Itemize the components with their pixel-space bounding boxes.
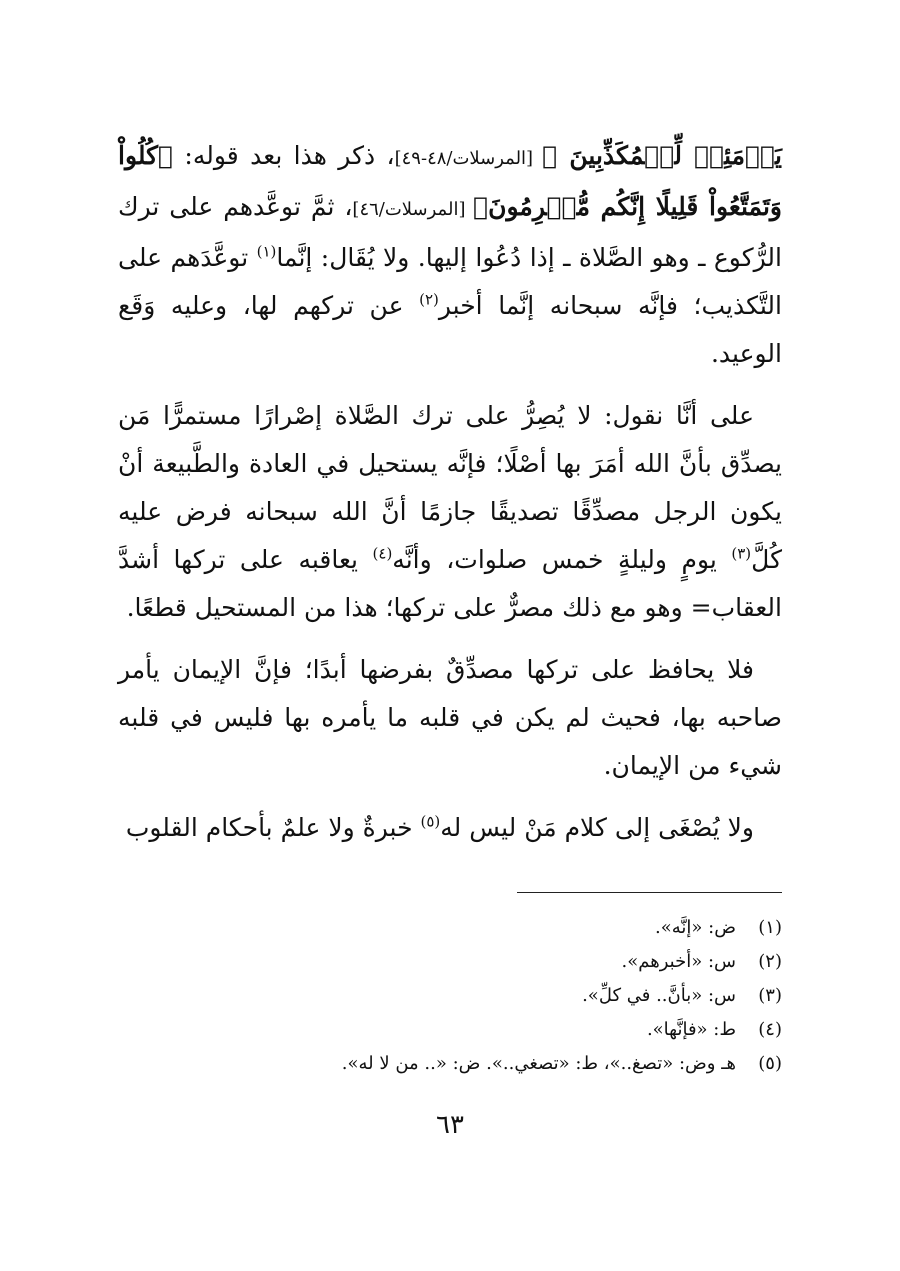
footnote-marker: (١) — [256, 242, 277, 261]
text-segment: ، ثمَّ توعَّدهم على ترك الرُّكوع ـ وهو الصَّلاة ـ إذا دُعُوا إليها. ولا يُقَال: إنَّما — [118, 192, 782, 272]
footnote-item — [118, 1047, 782, 1081]
footnote-text: ض: «إنَّه». — [655, 917, 736, 938]
footnote-text: ط: «فإنَّها». — [646, 1019, 736, 1040]
paragraph — [118, 804, 782, 852]
footnote-number: (٥) — [758, 1053, 782, 1074]
footnote-text: س: «بأنَّ.. في كلِّ». — [582, 985, 736, 1006]
text-segment: يومٍ وليلةٍ خمس صلوات، وأنَّه — [392, 545, 732, 574]
text-segment: على أنَّا نقول: لا يُصِرُّ على ترك الصَّلاة إصْرارًا مستمرًّا مَن يصدِّق بأنَّ الله أمَرَ بها أصْلًا؛ فإنَّه يستحيل في العادة والطَّبيعة أنْ يكون الرجل مصدِّقًا تصديقًا جازمًا أنَّ الله سبحانه فرض عليه كُلَّ — [118, 401, 782, 574]
footnote-number: (١) — [758, 917, 782, 938]
footnote-number: (٢) — [758, 951, 782, 972]
footnote-item — [118, 911, 782, 945]
footnote-marker: (٥) — [420, 812, 441, 831]
footnote-text: هـ وض: «تصغ..»، ط: «تصغي..». ض: «.. من لا له». — [341, 1053, 736, 1074]
paragraph — [118, 392, 782, 632]
quran-quote: يَوۡمَئِذٖ لِّلۡمُكَذِّبِينَ ﴾ — [542, 141, 782, 170]
page-number: ٦٣ — [436, 1110, 464, 1140]
verse-reference: [المرسلات/٤٦] — [352, 199, 474, 220]
verse-reference: [المرسلات/٤٨-٤٩] — [394, 148, 543, 169]
footnote-marker: (٤) — [372, 544, 393, 563]
footnote-item — [118, 1013, 782, 1047]
footnote-separator — [517, 892, 782, 893]
main-text — [118, 132, 782, 852]
footnote-number: (٣) — [758, 985, 782, 1006]
text-segment: ، ذكر هذا بعد قوله: — [173, 141, 395, 170]
footnote-item — [118, 979, 782, 1013]
text-segment: ولا يُصْغَى إلى كلام مَنْ ليس له — [440, 813, 754, 842]
footnotes-list — [118, 911, 782, 1081]
paragraph — [118, 646, 782, 790]
footnote-text: س: «أخبرهم». — [621, 951, 736, 972]
text-segment: فلا يحافظ على تركها مصدِّقٌ بفرضها أبدًا؛ فإنَّ الإيمان يأمر صاحبه بها، فحيث لم يكن في قلبه ما يأمره بها فليس في قلبه شيء من الإيمان. — [118, 655, 782, 780]
footnote-number: (٤) — [758, 1019, 782, 1040]
text-segment: خبرةٌ ولا علمٌ بأحكام القلوب — [125, 813, 421, 842]
text-segment: عن تركهم لها، وعليه وَقَع الوعيد. — [118, 291, 782, 368]
paragraph — [118, 132, 782, 378]
footnote-marker: (٢) — [419, 290, 439, 309]
quran-quote: ﴿كُلُواْ وَتَمَتَّعُواْ قَلِيلًا إِنَّكُم مُّجۡرِمُونَ﴾ — [118, 141, 782, 221]
text-segment: توعَّدَهم على التَّكذيب؛ فإنَّه سبحانه إنَّما أخبر — [118, 243, 782, 320]
footnote-item — [118, 945, 782, 979]
text-segment: يعاقبه على تركها أشدَّ العقاب= وهو مع ذلك مصرٌّ على تركها؛ هذا من المستحيل قطعًا. — [118, 545, 782, 622]
footnote-marker: (٣) — [731, 544, 752, 563]
